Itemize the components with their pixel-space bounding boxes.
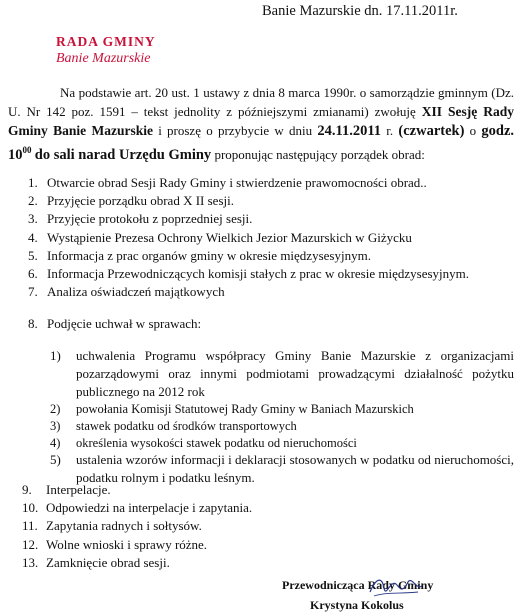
session-date-suffix: r. <box>386 123 394 138</box>
stamp-line-1: RADA GMINY <box>56 34 156 49</box>
agenda-item: 3. Przyjęcie protokołu z poprzedniej sesji. <box>28 211 253 227</box>
resolution-item: 4) określenia wysokości stawek podatku od nieruchomości <box>50 435 357 450</box>
intro-text-2: i proszę o przybycie w dniu <box>158 123 313 138</box>
session-name: XII Sesję Rady Gminy Banie Mazurskie <box>8 104 514 138</box>
agenda-item: 10. Odpowiedzi na interpelacje i zapytania. <box>22 500 253 516</box>
resolution-item: 2) powołania Komisji Statutowej Rady Gminy w Baniach Mazurskich <box>50 402 414 416</box>
agenda-list <box>28 174 514 334</box>
agenda-item: 4. Wystąpienie Prezesa Ochrony Wielkich Jezior Mazurskich w Giżycku <box>28 229 412 245</box>
agenda-item: 1. Otwarcie obrad Sesji Rady Gminy i stwierdzenie prawomocności obrad.. <box>28 175 427 190</box>
signatory-name: Krystyna Kokolus <box>310 598 404 612</box>
agenda-item: 8. Podjęcie uchwał w sprawach: <box>28 316 202 332</box>
session-time: godz. $10^{00}$ <box>8 123 515 163</box>
agenda-item: 2. Przyjęcie porządku obrad X II sesji. <box>28 193 234 209</box>
agenda-list-continued <box>22 481 502 572</box>
resolution-item: 5) ustalenia wzorów informacji i deklaracji stosowanych w podatku od nieruchomości, podatku rolnym i podatku leśnym. <box>50 452 514 486</box>
intro-text-3: o <box>469 123 477 138</box>
resolution-item: 1) uchwalenia Programu współpracy Gminy Banie Mazurskie z organizacjami pozarządowymi oraz innymi podmiotami prowadzącymi działalność pożytku publicznego na 2012 rok <box>50 348 514 399</box>
intro-text-1: Na podstawie art. 20 ust. 1 ustawy z dnia 8 marca 1990r. o samorządzie gminnym (Dz. U. Nr 142 poz. 1591 – tekst jednolity z późniejszymi zmianami) zwołuję <box>8 85 514 119</box>
agenda-item: 12. Wolne wnioski i sprawy różne. <box>22 536 208 552</box>
session-weekday: (czwartek) <box>398 123 465 139</box>
resolution-item: 3) stawek podatku od środków transportowych <box>50 418 297 433</box>
agenda-item: 6. Informacja Przewodniczących komisji stałych z prac w okresie międzysesyjnym. <box>28 266 469 282</box>
signature-title: Przewodnicząca Rady Gminy <box>282 578 434 592</box>
agenda-item: 5. Informacja z prac organów gminy w okresie międzysesyjnym. <box>28 247 371 263</box>
agenda-item: 7. Analiza oświadczeń majątkowych <box>28 284 225 300</box>
intro-text-4: proponując następujący porządek obrad: <box>214 146 425 162</box>
agenda-item: 13. Zamknięcie obrad sesji. <box>22 554 170 570</box>
agenda-item: 11. Zapytania radnych i sołtysów. <box>22 518 202 534</box>
document-date: Banie Mazurskie dn. 17.11.2011r. <box>262 3 458 19</box>
agenda-item: 9. Interpelacje. <box>22 482 111 497</box>
resolutions-list <box>50 347 514 487</box>
session-place: do sali narad Urzędu Gminy <box>34 146 212 163</box>
intro-paragraph <box>8 83 514 165</box>
council-stamp <box>56 34 156 67</box>
stamp-line-2: Banie Mazurskie <box>56 51 151 66</box>
session-date: 24.11.2011 <box>317 123 382 139</box>
